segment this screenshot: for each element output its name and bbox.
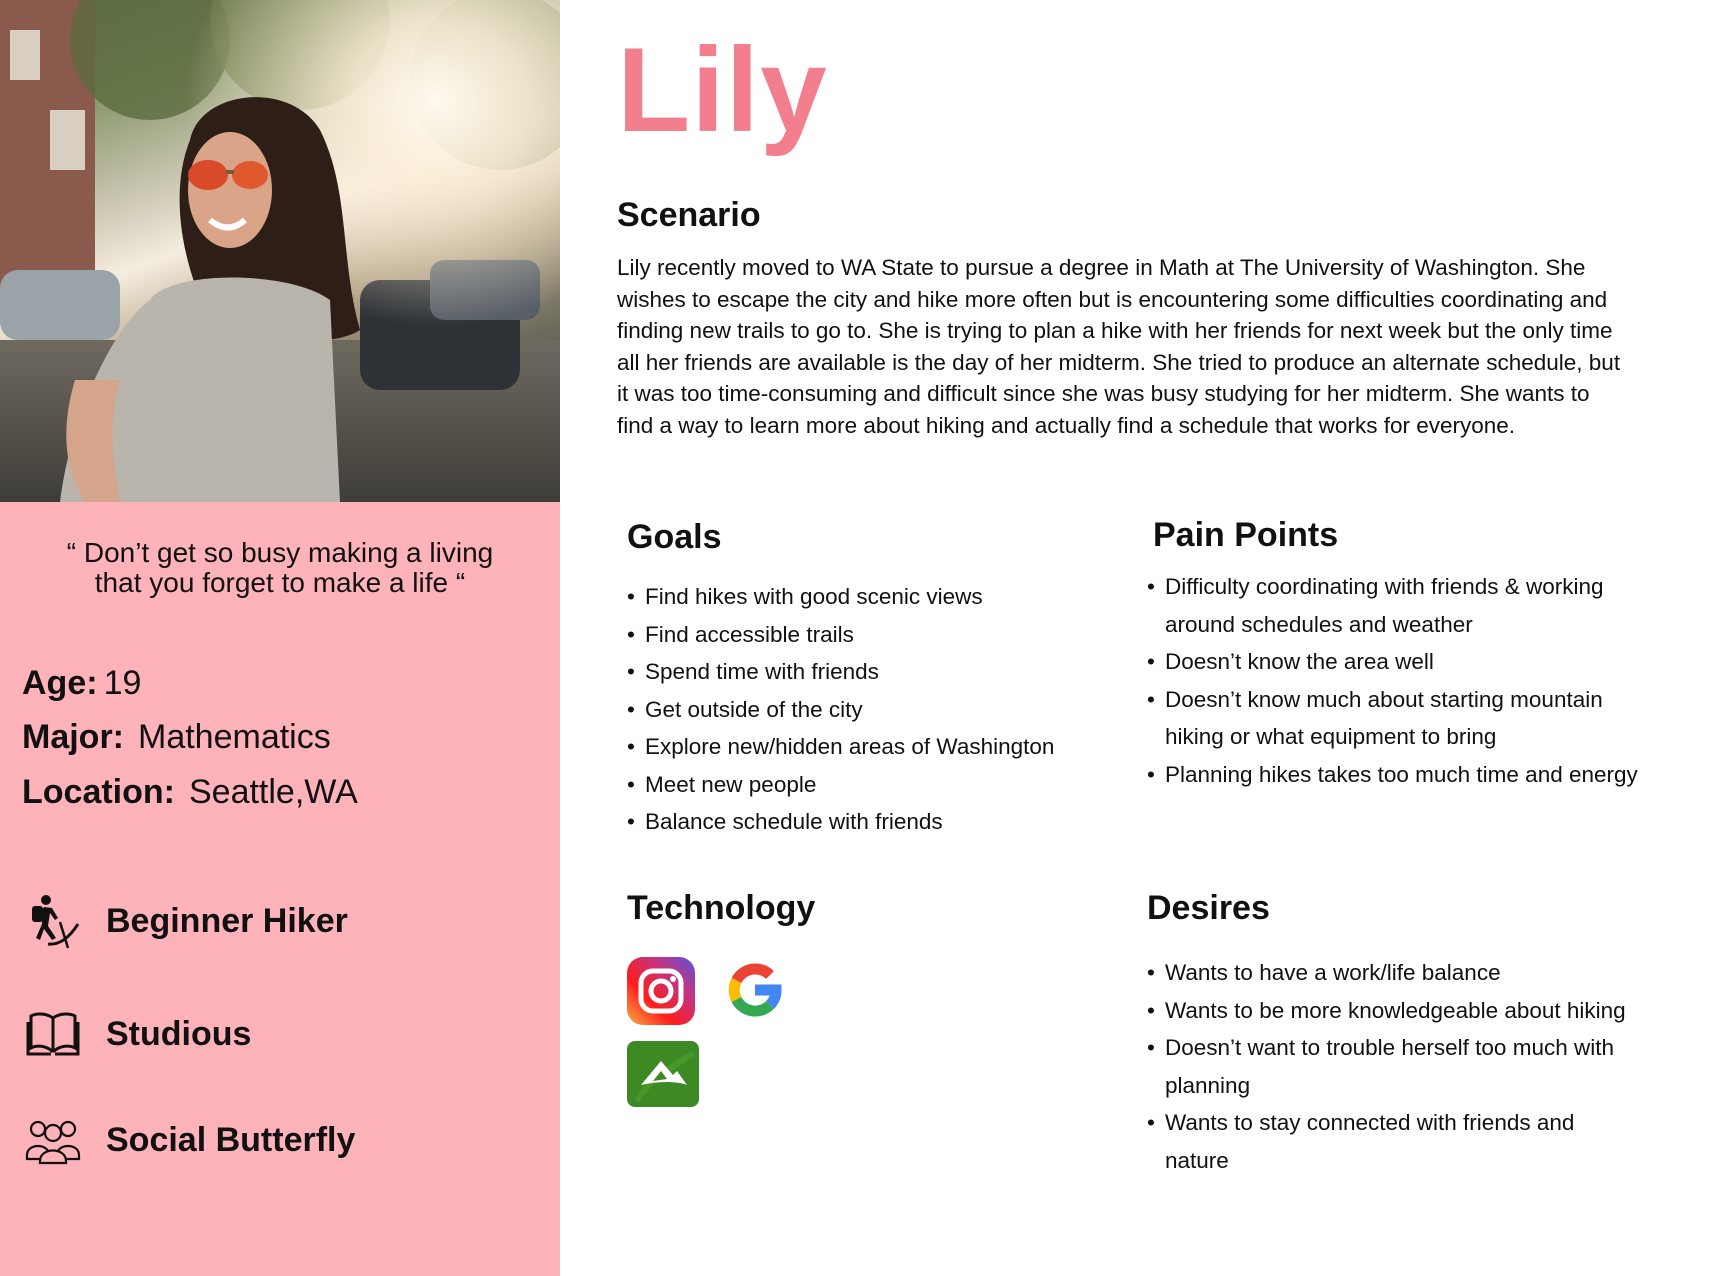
major-value: Mathematics — [138, 718, 331, 756]
persona-photo-illustration — [0, 0, 560, 502]
people-group-icon — [22, 1109, 84, 1171]
desires-heading: Desires — [1147, 889, 1270, 927]
list-item: • Find accessible trails — [627, 616, 1087, 654]
alltrails-icon — [627, 1041, 699, 1107]
major-label: Major: — [22, 718, 124, 756]
list-item: • Meet new people — [627, 766, 1087, 804]
quote-line-1: “ Don’t get so busy making a living — [66, 537, 494, 568]
goals-list — [627, 578, 1087, 841]
location-value: Seattle,WA — [188, 773, 358, 811]
list-item: • Wants to have a work/life balance — [1147, 954, 1637, 992]
age-label: Age: — [22, 664, 98, 702]
goals-heading: Goals — [627, 518, 722, 556]
list-item: • Get outside of the city — [627, 691, 1087, 729]
list-item: • Explore new/hidden areas of Washington — [627, 728, 1087, 766]
persona-name: Lily — [617, 23, 828, 157]
persona-photo — [0, 0, 560, 502]
trait-label: Social Butterfly — [106, 1120, 356, 1159]
list-item: • Wants to be more knowledgeable about hiking — [1147, 992, 1637, 1030]
quote-line-2: that you forget to make a life “ — [94, 567, 466, 598]
location-fact — [22, 773, 358, 812]
scenario-text: Lily recently moved to WA State to pursue a degree in Math at The University of Washington. She wishes to escape the city and hike more often but is encountering some difficulties coordinating and finding new trails to go to. She is trying to plan a hike with her friends for next week but the only time all her friends are available is the day of her midterm. She tried to produce an alternate schedule, but it was too time-consuming and difficult since she was busy studying for her midterm. She wants to find a way to learn more about hiking and actually find a schedule that works for everyone. — [617, 255, 1621, 438]
technology-heading: Technology — [627, 889, 816, 927]
list-item: • Wants to stay connected with friends and nature — [1147, 1104, 1637, 1179]
list-item: • Balance schedule with friends — [627, 803, 1087, 841]
list-item: • Spend time with friends — [627, 653, 1087, 691]
trait-label: Beginner Hiker — [106, 901, 348, 940]
trait-social-butterfly — [22, 1108, 355, 1172]
list-item: • Doesn’t want to trouble herself too much with planning — [1147, 1029, 1637, 1104]
trait-studious — [22, 1002, 251, 1066]
pain-points-heading: Pain Points — [1153, 516, 1339, 554]
list-item: • Find hikes with good scenic views — [627, 578, 1087, 616]
scenario-heading: Scenario — [617, 196, 761, 234]
open-book-icon — [22, 1003, 84, 1065]
list-item: • Doesn’t know the area well — [1147, 643, 1657, 681]
instagram-icon — [627, 957, 695, 1025]
trait-beginner-hiker — [22, 889, 348, 953]
location-label: Location: — [22, 773, 175, 811]
list-item: • Doesn’t know much about starting mountain hiking or what equipment to bring — [1147, 681, 1657, 756]
list-item: • Difficulty coordinating with friends & working around schedules and weather — [1147, 568, 1657, 643]
age-value: 19 — [103, 664, 142, 702]
major-fact — [22, 718, 331, 757]
age-fact — [22, 664, 141, 703]
pain-points-list — [1147, 568, 1657, 793]
persona-sidebar — [0, 0, 560, 1276]
persona-quote — [0, 538, 560, 598]
list-item: • Planning hikes takes too much time and energy — [1147, 756, 1657, 794]
hiker-icon — [22, 890, 84, 952]
google-icon — [722, 957, 790, 1025]
trait-label: Studious — [106, 1014, 252, 1053]
desires-list — [1147, 954, 1637, 1179]
